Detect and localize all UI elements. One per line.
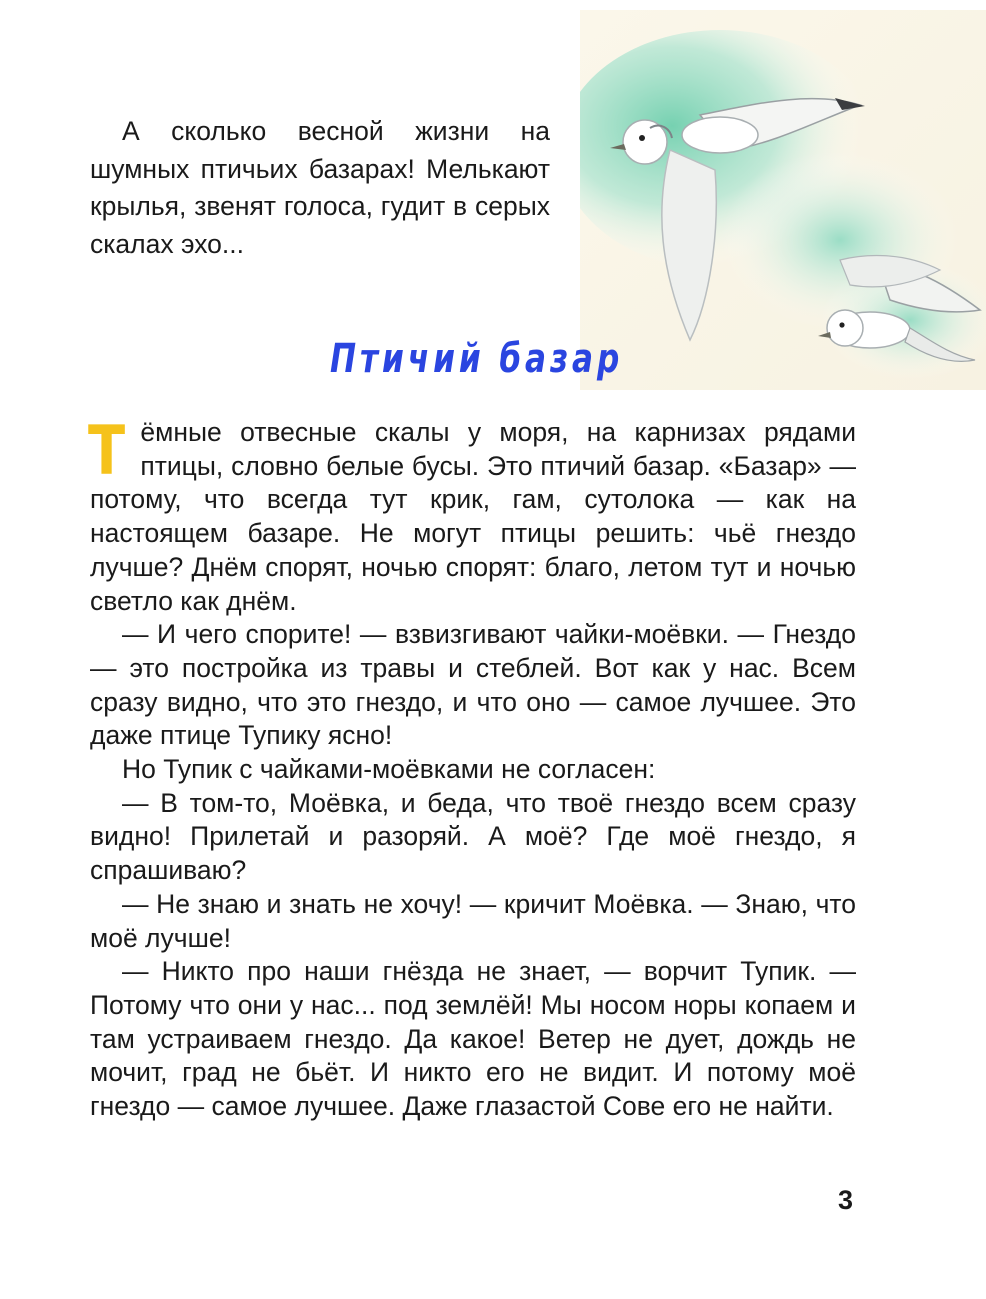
seagulls-illustration [580,10,986,390]
story-paragraph-4: — В том-то, Моёвка, и беда, что твоё гнездо всем сразу видно! Прилетай и разоряй. А моё? Где моё гнездо, я спрашиваю? [90,787,856,886]
story-paragraph-1 [88,412,856,618]
intro-text [90,113,550,263]
story-body [88,412,856,1124]
chapter-title: Птичий базар [330,336,624,382]
story-paragraph-1-text: ёмные отвесные скалы у моря, на карнизах рядами птицы, словно белые бусы. Это птичий базар. «Базар» — потому, что всегда тут крик, гам, сутолока — как на настоящем базаре. Не могут птицы решить: чьё гнездо лучше? Днём спорят, ночью спорят: благо, летом тут и ночью светло как днём. [90,417,856,616]
drop-cap: Т [88,412,126,491]
page-number: 3 [838,1185,854,1215]
story-paragraph-5: — Не знаю и знать не хочу! — кричит Моёвка. — Знаю, что моё лучше! [90,888,856,953]
intro-paragraph: А сколько весной жизни на шумных птичьих базарах! Мелькают крылья, звенят голоса, гудит в серых скалах эхо... [90,116,550,259]
story-paragraph-3: Но Тупик с чайками-моёвками не согласен: [122,754,656,785]
story-paragraph-6: — Никто про наши гнёзда не знает, — ворчит Тупик. — Потому что они у нас... под землёй! Мы носом норы копаем и там устраиваем гнездо. Да какое! Ветер не дует, дождь не мочит, град не бьёт. И никто его не видит. И потому моё гнездо — самое лучшее. Даже глазастой Сове его не найти. [90,956,856,1122]
story-paragraph-2: — И чего спорите! — взвизгивают чайки-моёвки. — Гнездо — это постройка из травы и стеблей. Вот как у нас. Всем сразу видно, что это гнездо, и что оно — самое лучшее. Это даже птице Тупику ясно! [90,619,856,751]
